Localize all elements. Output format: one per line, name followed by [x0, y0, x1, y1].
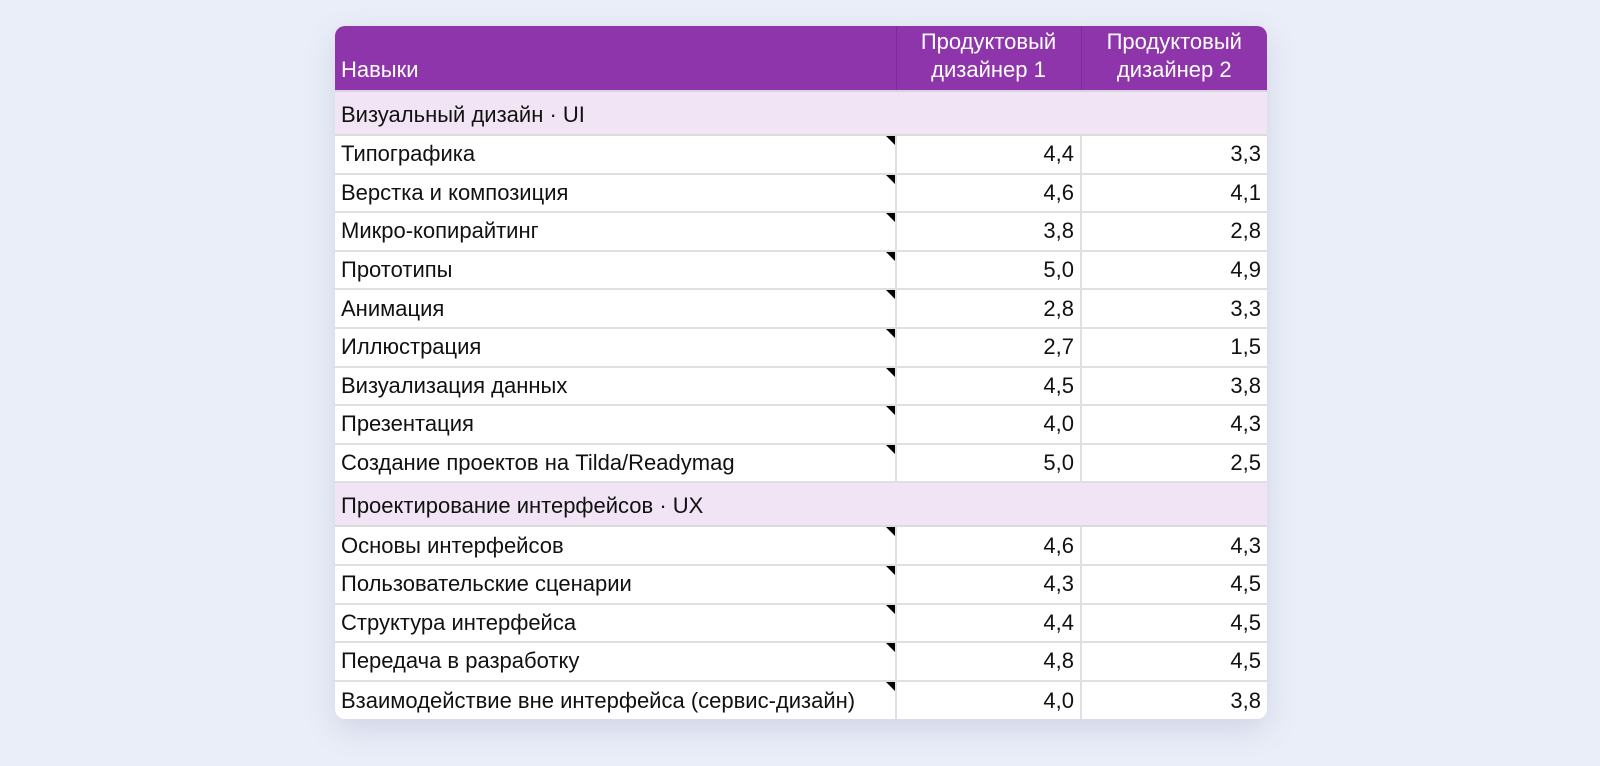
- skill-name: Анимация: [341, 295, 445, 321]
- skill-name: Пользовательские сценарии: [341, 571, 632, 597]
- designer-2-score[interactable]: 4,5: [1081, 642, 1267, 681]
- comment-indicator-icon[interactable]: [886, 445, 895, 454]
- designer-1-score[interactable]: 4,6: [896, 174, 1081, 213]
- header-designer-1: Продуктовый дизайнер 1: [896, 26, 1081, 91]
- designer-2-score[interactable]: 3,3: [1081, 289, 1267, 328]
- skill-cell[interactable]: [335, 642, 896, 681]
- designer-1-score[interactable]: 5,0: [896, 444, 1081, 483]
- table-header: [335, 26, 1267, 91]
- skill-cell[interactable]: [335, 174, 896, 213]
- designer-1-score[interactable]: 5,0: [896, 251, 1081, 290]
- skill-cell[interactable]: [335, 604, 896, 643]
- designer-2-score[interactable]: 4,1: [1081, 174, 1267, 213]
- table-row: [335, 526, 1267, 565]
- table-row: [335, 405, 1267, 444]
- header-skills: Навыки: [335, 26, 896, 91]
- skill-cell[interactable]: [335, 444, 896, 483]
- skill-name: Презентация: [341, 411, 474, 437]
- skill-cell[interactable]: [335, 135, 896, 174]
- table-row: [335, 681, 1267, 720]
- designer-1-score[interactable]: 4,4: [896, 135, 1081, 174]
- comment-indicator-icon[interactable]: [886, 213, 895, 222]
- skill-name: Верстка и композиция: [341, 179, 569, 205]
- designer-2-score[interactable]: 4,5: [1081, 604, 1267, 643]
- skill-name: Микро-копирайтинг: [341, 218, 539, 244]
- table-row: [335, 251, 1267, 290]
- skill-name: Прототипы: [341, 257, 453, 283]
- section-title: Проектирование интерфейсов · UX: [335, 482, 1267, 526]
- skill-cell[interactable]: [335, 289, 896, 328]
- comment-indicator-icon[interactable]: [886, 682, 895, 691]
- designer-1-score[interactable]: 4,4: [896, 604, 1081, 643]
- comment-indicator-icon[interactable]: [886, 136, 895, 145]
- comment-indicator-icon[interactable]: [886, 290, 895, 299]
- designer-2-score[interactable]: 4,9: [1081, 251, 1267, 290]
- comment-indicator-icon[interactable]: [886, 605, 895, 614]
- skill-cell[interactable]: [335, 328, 896, 367]
- skill-name: Типографика: [341, 141, 476, 167]
- skills-table: [335, 26, 1267, 719]
- designer-1-score[interactable]: 2,7: [896, 328, 1081, 367]
- skill-name: Визуализация данных: [341, 372, 568, 398]
- skill-name: Взаимодействие вне интерфейса (сервис-дизайн): [341, 687, 856, 713]
- designer-1-score[interactable]: 4,0: [896, 681, 1081, 720]
- table-row: [335, 174, 1267, 213]
- designer-1-score[interactable]: 4,5: [896, 367, 1081, 406]
- skill-name: Иллюстрация: [341, 334, 482, 360]
- skill-cell[interactable]: [335, 251, 896, 290]
- skill-cell[interactable]: [335, 367, 896, 406]
- table-row: [335, 328, 1267, 367]
- table-row: [335, 212, 1267, 251]
- header-designer-2: Продуктовый дизайнер 2: [1081, 26, 1267, 91]
- skill-name: Передача в разработку: [341, 648, 580, 674]
- comment-indicator-icon[interactable]: [886, 643, 895, 652]
- section-row: [335, 482, 1267, 526]
- designer-2-score[interactable]: 2,5: [1081, 444, 1267, 483]
- skill-cell[interactable]: [335, 405, 896, 444]
- comment-indicator-icon[interactable]: [886, 566, 895, 575]
- skills-table-card: [335, 26, 1267, 719]
- skill-cell[interactable]: [335, 526, 896, 565]
- comment-indicator-icon[interactable]: [886, 406, 895, 415]
- skill-name: Структура интерфейса: [341, 609, 577, 635]
- designer-1-score[interactable]: 4,3: [896, 565, 1081, 604]
- skill-name: Создание проектов на Tilda/Readymag: [341, 450, 735, 476]
- designer-1-score[interactable]: 4,0: [896, 405, 1081, 444]
- comment-indicator-icon[interactable]: [886, 527, 895, 536]
- table-row: [335, 565, 1267, 604]
- designer-1-score[interactable]: 3,8: [896, 212, 1081, 251]
- table-row: [335, 604, 1267, 643]
- skill-cell[interactable]: [335, 681, 896, 720]
- designer-2-score[interactable]: 4,3: [1081, 526, 1267, 565]
- designer-1-score[interactable]: 4,6: [896, 526, 1081, 565]
- skill-cell[interactable]: [335, 212, 896, 251]
- skill-name: Основы интерфейсов: [341, 532, 564, 558]
- table-body: [335, 91, 1267, 719]
- table-row: [335, 289, 1267, 328]
- comment-indicator-icon[interactable]: [886, 252, 895, 261]
- comment-indicator-icon[interactable]: [886, 329, 895, 338]
- header-row: [335, 26, 1267, 91]
- comment-indicator-icon[interactable]: [886, 368, 895, 377]
- designer-2-score[interactable]: 2,8: [1081, 212, 1267, 251]
- table-row: [335, 367, 1267, 406]
- table-row: [335, 444, 1267, 483]
- designer-1-score[interactable]: 2,8: [896, 289, 1081, 328]
- section-title: Визуальный дизайн · UI: [335, 91, 1267, 135]
- designer-2-score[interactable]: 3,8: [1081, 367, 1267, 406]
- designer-2-score[interactable]: 3,3: [1081, 135, 1267, 174]
- table-row: [335, 642, 1267, 681]
- designer-2-score[interactable]: 1,5: [1081, 328, 1267, 367]
- section-row: [335, 91, 1267, 135]
- comment-indicator-icon[interactable]: [886, 175, 895, 184]
- designer-2-score[interactable]: 4,5: [1081, 565, 1267, 604]
- designer-1-score[interactable]: 4,8: [896, 642, 1081, 681]
- table-row: [335, 135, 1267, 174]
- designer-2-score[interactable]: 3,8: [1230, 687, 1261, 713]
- designer-2-score[interactable]: 4,3: [1081, 405, 1267, 444]
- skill-cell[interactable]: [335, 565, 896, 604]
